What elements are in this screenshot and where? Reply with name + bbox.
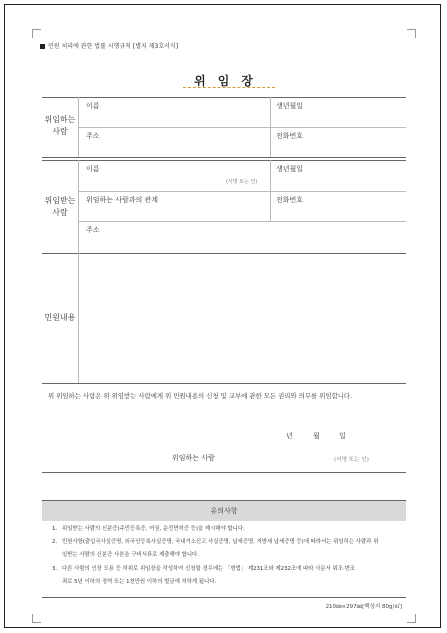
note-item-2-number: 2. (52, 539, 58, 545)
notes-bottom-border (42, 597, 406, 598)
delegatee-name-label: 이름 (86, 165, 100, 173)
delegator-row-divider (78, 127, 406, 128)
note-item-3 (52, 563, 404, 589)
note-item-1-number: 1. (52, 526, 58, 532)
delegator-section-label (42, 114, 78, 138)
petition-top-border (42, 253, 406, 254)
crop-mark-bottom-right (407, 614, 416, 623)
delegator-address-label: 주소 (86, 132, 100, 140)
crop-mark-top-right (407, 29, 416, 38)
note-item-1 (52, 523, 404, 536)
form-reference-text: 민원 처리에 관한 법률 시행규칙 [별지 제3호서식] (48, 43, 179, 50)
delegatee-birth-label: 생년월일 (276, 165, 304, 173)
delegatee-section-label (42, 195, 78, 219)
signature-label: 위임하는 사람 (172, 454, 215, 462)
delegatee-address-label: 주소 (86, 226, 100, 234)
paper-spec-footer: 210㎜×297㎜[백상지 80g/㎡] (325, 604, 402, 610)
petition-bottom-border (42, 383, 406, 384)
delegatee-row-divider-1 (78, 191, 406, 192)
date-year-label: 년 (286, 432, 293, 440)
delegator-name-label: 이름 (86, 102, 100, 110)
note-item-2 (52, 536, 404, 562)
square-bullet-icon (40, 44, 45, 49)
note-item-1-text: 위임받는 사람의 신분증(주민등록증, 여권, 운전면허증 등)을 제시해야 합니다. (62, 526, 245, 532)
delegator-top-border (42, 97, 406, 98)
delegatee-row-divider-2 (78, 221, 406, 222)
delegatee-relation-label: 위임하는 사람과의 관계 (86, 196, 159, 204)
delegatee-top-border-2 (42, 160, 406, 161)
note-item-3-text-line1: 다른 사람의 인장 도용 등 허위로 위임장을 작성하여 신청할 경우에는 「형법」 제231조와 제232조에 따라 사문서 위조·변조 (62, 566, 356, 572)
delegator-phone-label: 전화번호 (276, 132, 304, 140)
date-day-label: 일 (339, 432, 346, 440)
notes-header: 유의사항 (42, 500, 406, 521)
form-reference (40, 41, 178, 50)
delegatee-sign-hint: (서명 또는 인) (226, 179, 258, 185)
signature-sign-hint: (서명 또는 인) (334, 457, 369, 463)
delegator-section-label-line1: 위임하는 (44, 115, 76, 124)
delegator-section-label-line2: 사람 (52, 127, 68, 136)
delegatee-section-label-line2: 사람 (52, 208, 68, 217)
date-month-label: 월 (313, 432, 320, 440)
note-item-3-number: 3. (52, 566, 58, 572)
page-title: 위임장 (194, 74, 265, 88)
note-item-2-text-line2: 임받는 사람의 신분증 사본을 구비서류로 제출해야 합니다. (62, 552, 199, 558)
note-item-2-text-line1: 민원사항(출입국사실증명, 외국인등록사실증명, 국내거소신고 사실증명, 납세증명, 지방세 납세증명 등)에 따라서는 위임하는 사람과 위 (62, 539, 379, 545)
delegatee-phone-label: 전화번호 (276, 196, 304, 204)
petition-section-label: 민원내용 (44, 313, 76, 322)
delegatee-section-label-line1: 위임받는 (44, 196, 76, 205)
delegatee-top-border-1 (42, 157, 406, 158)
delegation-statement: 위 위임하는 사람은 위 위임받는 사람에게 위 민원내용의 신청 및 교부에 관한 모든 권리와 의무를 위임합니다. (48, 392, 353, 400)
note-item-3-text-line2: 죄로 5년 이하의 징역 또는 1천만원 이하의 벌금에 처하게 됩니다. (62, 579, 217, 585)
signature-bottom-border (42, 472, 406, 473)
petition-label-divider (78, 253, 79, 383)
delegator-birth-label: 생년월일 (276, 102, 304, 110)
crop-mark-bottom-left (32, 614, 41, 623)
crop-mark-top-left (32, 29, 41, 38)
title-underline (183, 87, 275, 88)
delegatee-label-divider (78, 160, 79, 253)
